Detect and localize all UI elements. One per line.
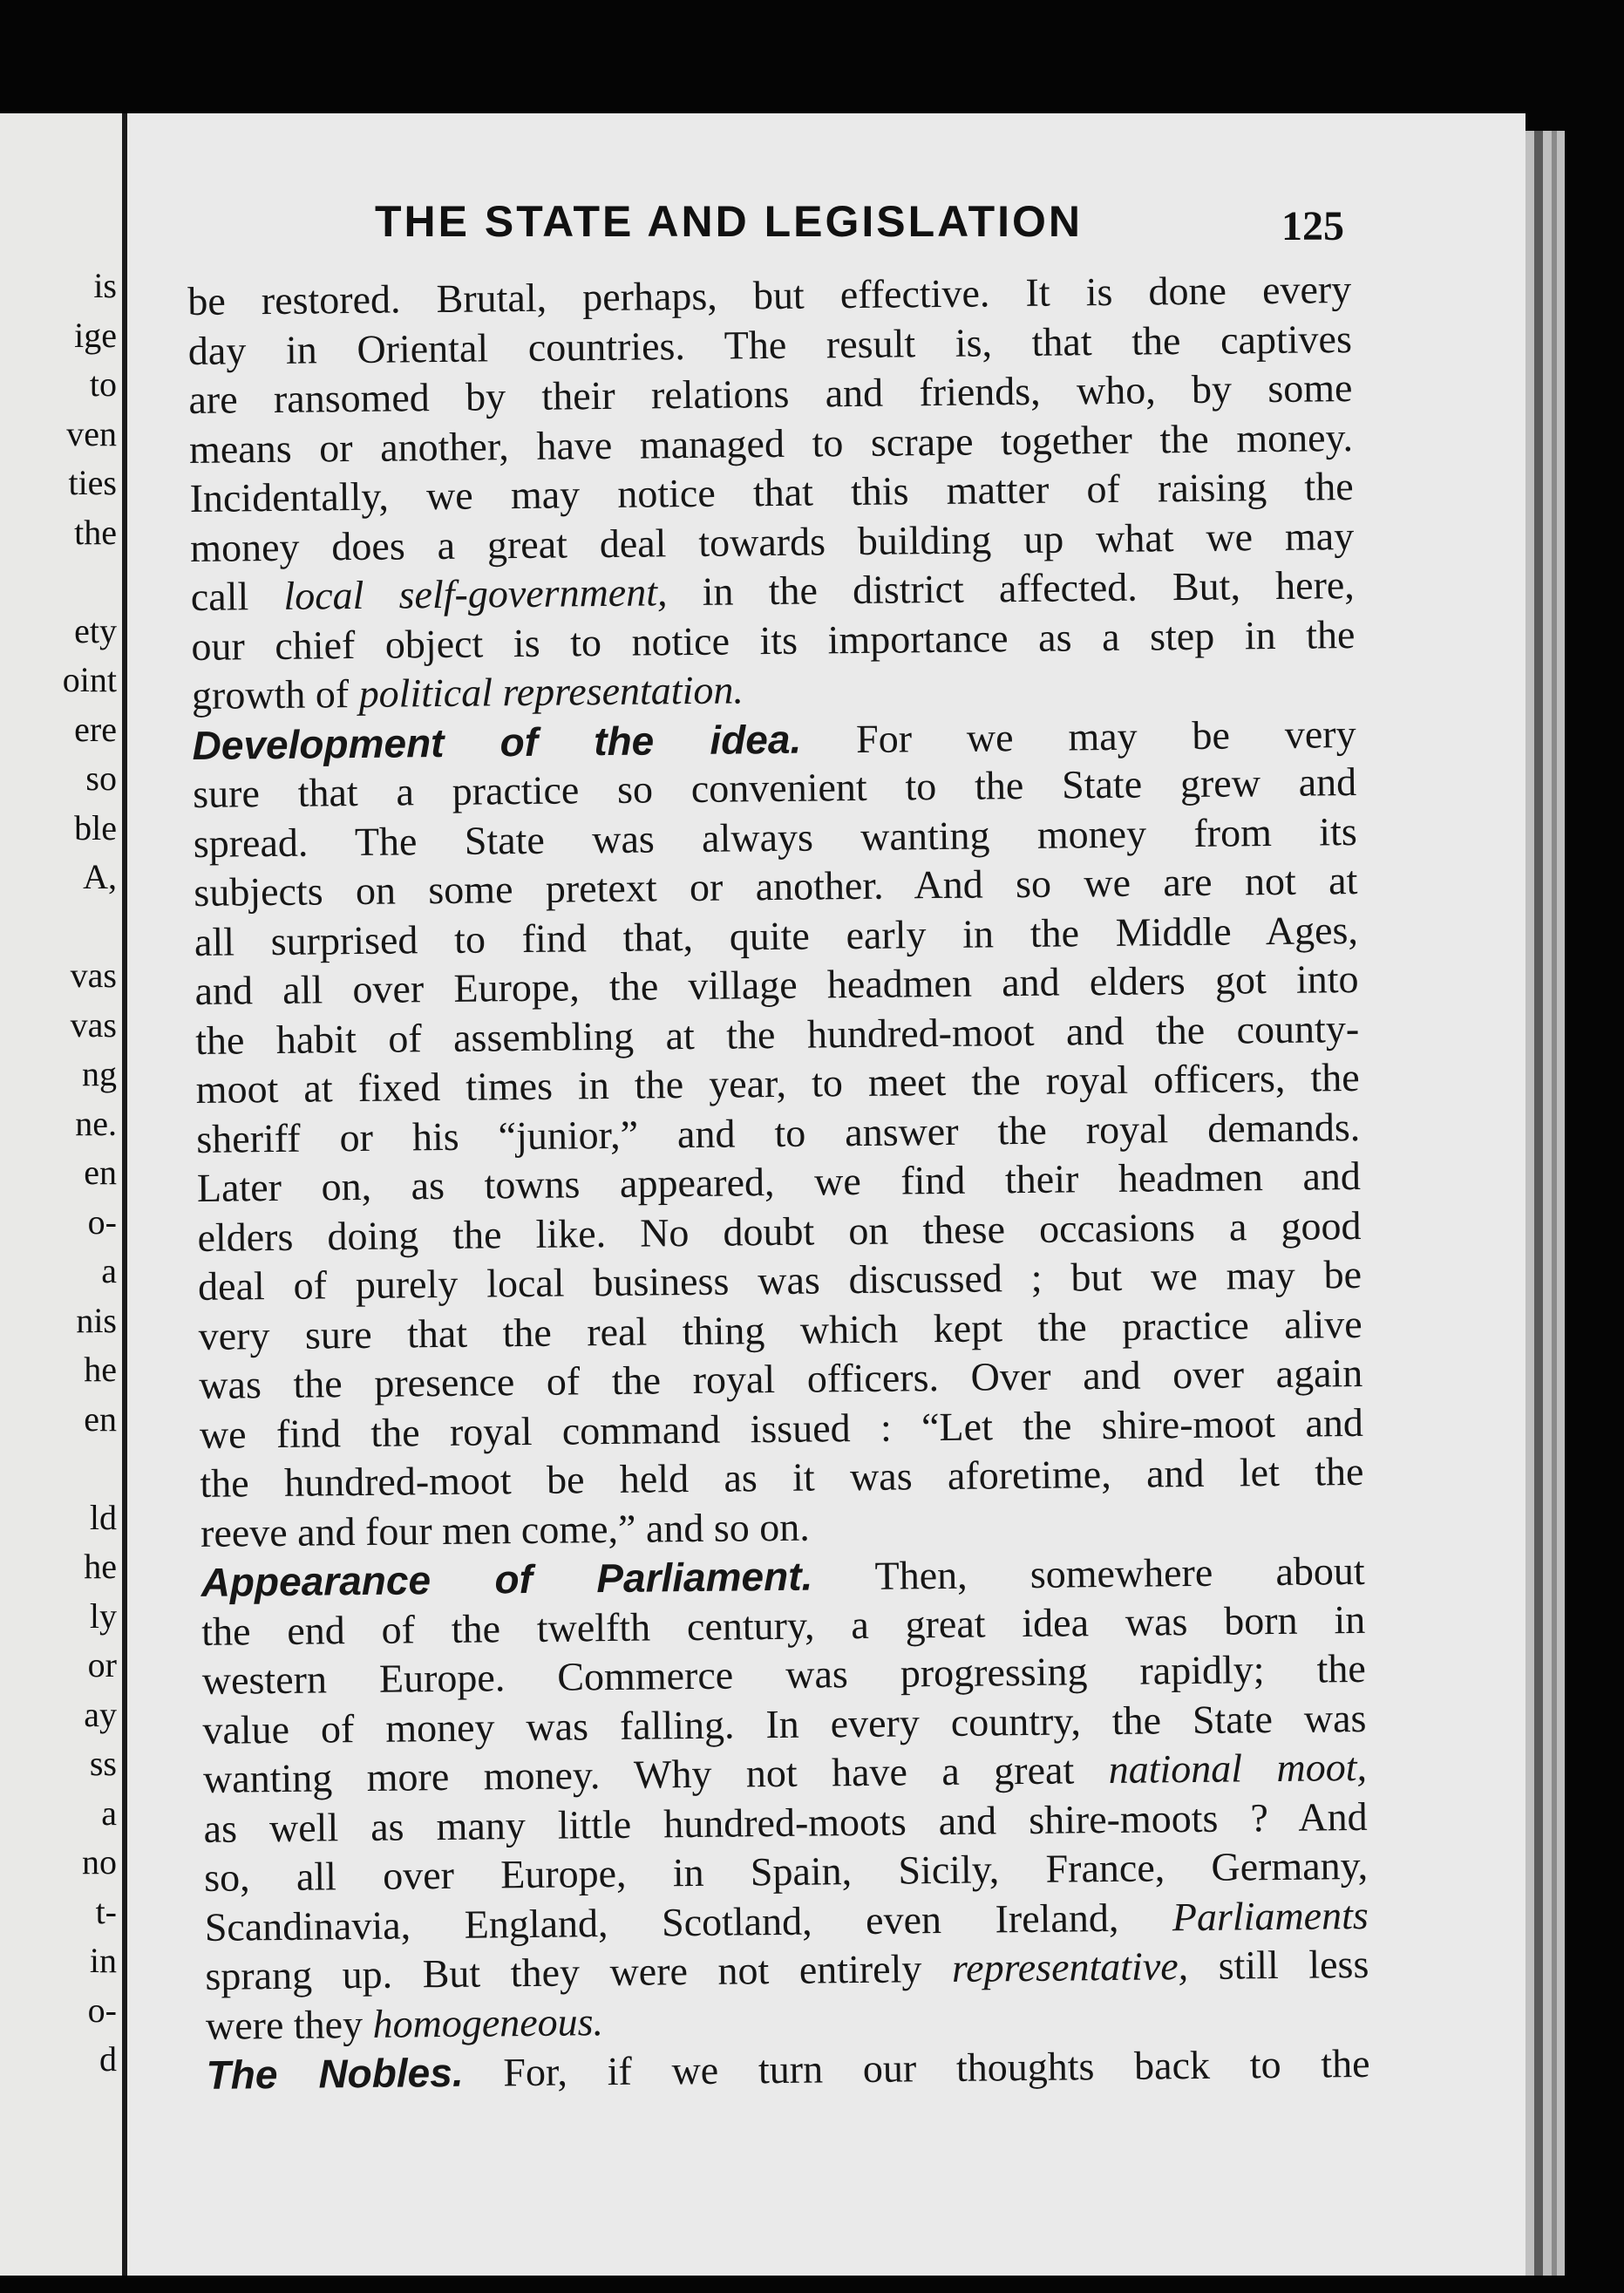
text-segment: money does a great deal towards building up what we may [189,513,1355,570]
text-segment: Then, somewhere about [812,1548,1365,1599]
facing-page-fragment: ble [74,807,117,847]
text-segment: western Europe. Commerce was progressing rapidly; the [201,1645,1367,1703]
text-segment: and all over Europe, the village headmen and elders got into [194,956,1359,1013]
text-segment: are ransomed by their relations and friends, who, by some [188,365,1353,422]
page-edge-shadow [1534,131,1543,2276]
text-segment: was the presence of the royal officers. Over and over again [199,1350,1363,1407]
page-edge [1525,131,1565,2276]
text-segment: Later on, as towns appeared, we find their headmen and [196,1153,1362,1210]
section-heading: Development of the idea. [192,716,802,768]
text-segment: sure that a practice so convenient to the State grew and [192,759,1357,816]
facing-page-fragment: ne. [75,1103,117,1143]
page-edge-line [1552,131,1557,2276]
facing-page-fragment: en [84,1398,117,1439]
text-segment: we find the royal command issued : “Let the shire-moot and [199,1399,1364,1457]
text-segment: value of money was falling. In every country, the State was [202,1695,1367,1752]
text-segment: For we may be very [800,711,1356,762]
facing-page-fragment: o- [87,1990,117,2030]
facing-page-fragment: ld [89,1497,117,1537]
facing-page-fragment: oint [62,660,117,699]
text-segment: our chief object is to notice its importance as a step in the [191,611,1356,669]
text-segment: very sure that the real thing which kept the practice alive [198,1301,1362,1358]
facing-page-fragment: ly [89,1596,117,1636]
text-segment: reeve and four men come,” and so on. [200,1504,810,1555]
facing-page-fragment: he [84,1547,117,1586]
page-gutter [122,113,127,2276]
facing-page-fragment: he [84,1350,117,1389]
facing-page-fragment: A, [83,857,117,896]
text-segment: spread. The State was always wanting money from its [193,808,1357,866]
text-segment: For, if we turn our thoughts back to the [463,2040,1370,2095]
facing-page-fragment: to [89,364,117,404]
facing-page-fragment: the [74,512,117,552]
italic-phrase: national moot, [1108,1744,1368,1793]
facing-page-fragment: is [93,266,117,305]
text-segment: sprang up. But they were not entirely [205,1945,953,1998]
text-segment: in the district affected. But, here, [667,562,1356,615]
italic-phrase: homogeneous. [372,1998,604,2046]
text-segment: so, all over Europe, in Spain, Sicily, France, Germany, [203,1842,1369,1900]
italic-phrase: representative, [951,1943,1189,1990]
text-segment: as well as many little hundred-moots and shire-moots ? And [203,1793,1368,1851]
text-segment: sheriff or his “junior,” and to answer the royal demands. [196,1104,1361,1161]
running-header: THE STATE AND LEGISLATION [375,197,1084,246]
facing-page-fragment: or [87,1645,117,1684]
facing-page-fragment: ng [82,1054,117,1093]
facing-page-fragment: o- [87,1201,117,1242]
text-segment: the hundred-moot be held as it was aforetime, and let the [200,1448,1364,1506]
text-segment: growth of [191,670,359,718]
text-segment: call [190,573,284,619]
facing-page-fragment: ss [89,1744,117,1783]
facing-page-fragment: so [85,759,117,798]
text-segment: elders doing the like. No doubt on these occasions a good [197,1202,1362,1260]
text-segment: all surprised to find that, quite early in the Middle Ages, [194,907,1359,964]
text-segment: subjects on some pretext or another. And so we are not at [194,857,1358,915]
facing-page-fragment: a [101,1793,117,1833]
facing-page-fragment: nis [76,1300,117,1340]
text-segment: day in Oriental countries. The result is, that the captives [187,316,1353,373]
facing-page-fragment: no [82,1842,117,1881]
facing-page-fragment: t- [95,1891,117,1931]
facing-page-fragment: a [101,1251,117,1290]
text-segment: wanting more money. Why not have a great [202,1747,1109,1801]
text-segment: deal of purely local business was discussed ; but we may be [197,1251,1362,1309]
section-heading: Appearance of Parliament. [200,1553,813,1605]
text-segment: moot at fixed times in the year, to meet the royal officers, the [195,1054,1360,1112]
facing-page-fragment: ties [68,463,117,502]
facing-page-fragment: ay [84,1694,117,1734]
page-body-text [187,265,1370,2099]
italic-phrase: local self-government, [283,569,668,618]
facing-page-fragment: en [84,1153,117,1192]
page-number: 125 [1281,203,1344,249]
text-segment: the habit of assembling at the hundred-moot and the county- [194,1005,1360,1063]
facing-page-fragment: in [89,1941,117,1980]
text-segment: means or another, have managed to scrape together the money. [188,414,1354,472]
facing-page-fragment: ety [74,610,117,650]
italic-phrase: political representation. [358,667,744,716]
facing-page-fragment: vas [70,1004,117,1044]
facing-page-fragment: ven [66,413,117,453]
facing-page-fragment: ere [74,709,117,749]
italic-phrase: Parliaments [1172,1892,1369,1939]
text-segment: were they [205,2001,373,2048]
text-segment: Scandinavia, England, Scotland, even Ireland, [204,1894,1173,1949]
text-segment: Incidentally, we may notice that this matter of raising the [189,464,1354,521]
section-heading: The Nobles. [206,2049,464,2098]
text-segment: the end of the twelfth century, a great idea was born in [200,1596,1366,1654]
facing-page-fragment: d [99,2039,117,2079]
facing-page-fragment: ige [74,315,117,355]
text-segment: be restored. Brutal, perhaps, but effective. It is done every [187,267,1352,323]
text-segment: still less [1187,1941,1369,1989]
facing-page-fragment: vas [70,956,117,995]
